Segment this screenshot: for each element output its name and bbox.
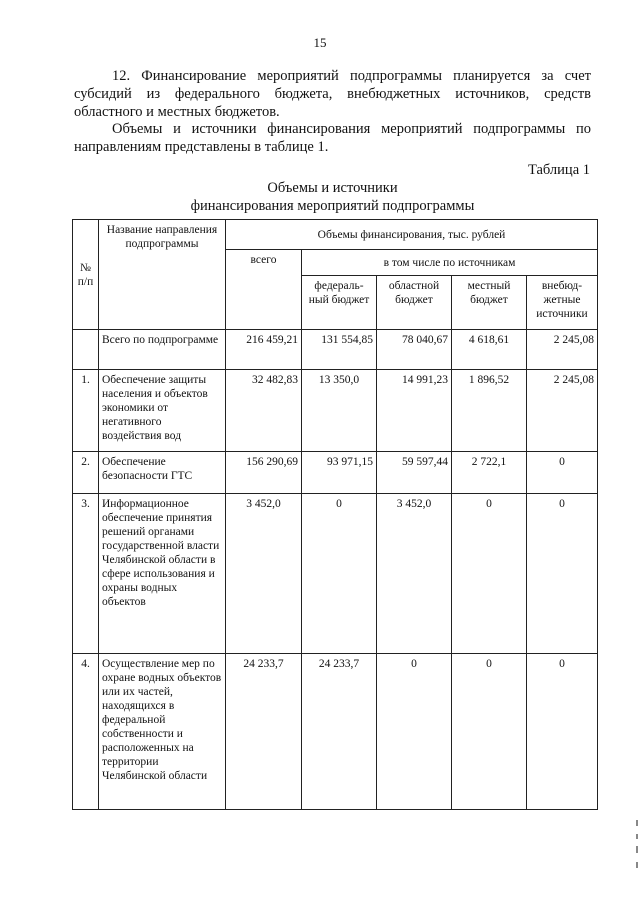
cell-total: 32 482,83 bbox=[226, 370, 302, 452]
cell-extra: 0 bbox=[527, 452, 598, 494]
cell-regional: 0 bbox=[377, 654, 452, 810]
cell-total: 156 290,69 bbox=[226, 452, 302, 494]
cell-num: 2. bbox=[73, 452, 99, 494]
paragraph-financing-text: 12. Финансирование мероприятий подпрограммы планируется за счет субсидий из федерального бюджета, внебюджетных источников, средств областного и местных бюджетов. bbox=[74, 68, 591, 120]
table-title bbox=[0, 179, 640, 215]
cell-num: 1. bbox=[73, 370, 99, 452]
cell-federal: 93 971,15 bbox=[302, 452, 377, 494]
paragraph-volumes bbox=[74, 120, 591, 156]
cell-name: Информационное обеспечение принятия решений органами государственной власти Челябинской области в сфере использования и охраны водных объектов bbox=[99, 494, 226, 654]
scan-edge-marks bbox=[636, 820, 639, 880]
header-local: местный бюджет bbox=[452, 276, 527, 330]
cell-extra: 0 bbox=[527, 654, 598, 810]
header-federal: федераль-ный бюджет bbox=[302, 276, 377, 330]
cell-total: 3 452,0 bbox=[226, 494, 302, 654]
header-name: Название направления подпрограммы bbox=[99, 220, 226, 330]
cell-federal: 0 bbox=[302, 494, 377, 654]
cell-total: 216 459,21 bbox=[226, 330, 302, 370]
table-row bbox=[73, 654, 598, 810]
cell-local: 2 722,1 bbox=[452, 452, 527, 494]
cell-name: Обеспечение безопасности ГТС bbox=[99, 452, 226, 494]
cell-local: 0 bbox=[452, 654, 527, 810]
cell-extra: 2 245,08 bbox=[527, 370, 598, 452]
cell-regional: 59 597,44 bbox=[377, 452, 452, 494]
table-row bbox=[73, 370, 598, 452]
cell-federal: 24 233,7 bbox=[302, 654, 377, 810]
cell-name: Осуществление мер по охране водных объектов или их частей, находящихся в федеральной собственности и расположенных на территории Челябинской области bbox=[99, 654, 226, 810]
table-row bbox=[73, 494, 598, 654]
header-volumes: Объемы финансирования, тыс. рублей bbox=[226, 220, 598, 250]
cell-local: 0 bbox=[452, 494, 527, 654]
table-title-line1: Объемы и источники bbox=[267, 180, 398, 196]
cell-local: 4 618,61 bbox=[452, 330, 527, 370]
header-total: всего bbox=[226, 250, 302, 330]
cell-extra: 2 245,08 bbox=[527, 330, 598, 370]
paragraph-financing bbox=[74, 67, 591, 121]
cell-regional: 3 452,0 bbox=[377, 494, 452, 654]
cell-regional: 78 040,67 bbox=[377, 330, 452, 370]
cell-num: 4. bbox=[73, 654, 99, 810]
cell-name: Обеспечение защиты населения и объектов экономики от негативного воздействия вод bbox=[99, 370, 226, 452]
cell-name: Всего по подпрограмме bbox=[99, 330, 226, 370]
header-extrabudget: внебюд-жетные источники bbox=[527, 276, 598, 330]
table-row bbox=[73, 330, 598, 370]
table-title-line2: финансирования мероприятий подпрограммы bbox=[190, 198, 475, 214]
cell-num bbox=[73, 330, 99, 370]
cell-extra: 0 bbox=[527, 494, 598, 654]
paragraph-volumes-text: Объемы и источники финансирования мероприятий подпрограммы по направлениям представлены в таблице 1. bbox=[74, 121, 591, 155]
table-row bbox=[73, 452, 598, 494]
financing-table bbox=[72, 219, 598, 810]
cell-federal: 13 350,0 bbox=[302, 370, 377, 452]
table-label: Таблица 1 bbox=[527, 162, 590, 178]
cell-local: 1 896,52 bbox=[452, 370, 527, 452]
cell-federal: 131 554,85 bbox=[302, 330, 377, 370]
cell-regional: 14 991,23 bbox=[377, 370, 452, 452]
header-num: № п/п bbox=[73, 220, 99, 330]
cell-num: 3. bbox=[73, 494, 99, 654]
cell-total: 24 233,7 bbox=[226, 654, 302, 810]
header-by-sources: в том числе по источникам bbox=[302, 250, 598, 276]
header-regional: областной бюджет bbox=[377, 276, 452, 330]
page-number: 15 bbox=[313, 35, 327, 50]
